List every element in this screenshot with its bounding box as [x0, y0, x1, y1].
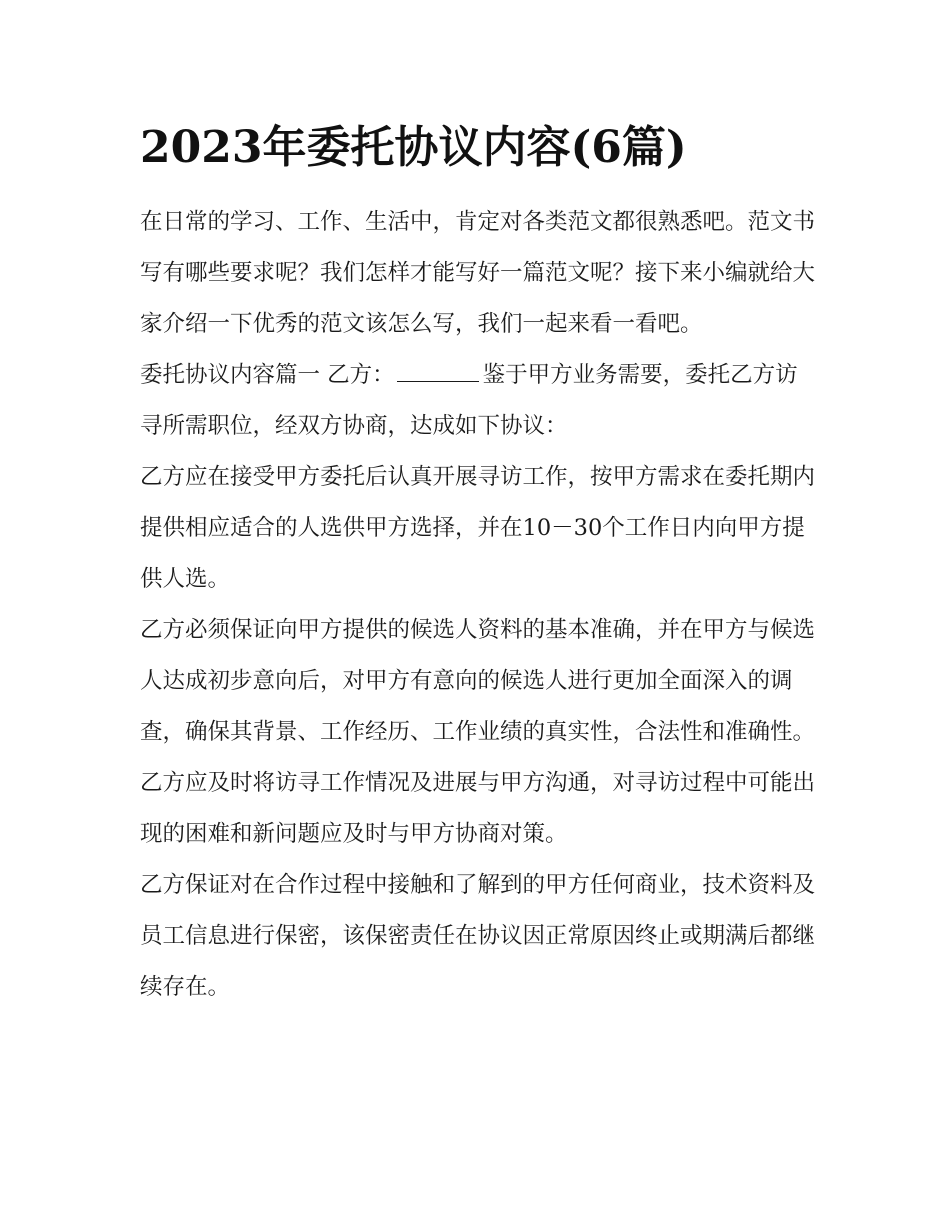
document-body — [140, 197, 815, 1013]
section-heading-suffix: 鉴于甲方业务需要，委托乙方访寻所需职位，经双方协商，达成如下协议： — [140, 362, 798, 439]
party-b-blank-line — [397, 361, 479, 382]
section-heading-prefix: 委托协议内容篇一 乙方： — [140, 362, 395, 388]
section-heading-paragraph — [140, 350, 815, 452]
document-title: 2023年委托协议内容(6篇) — [140, 122, 687, 173]
clause-paragraph: 乙方应在接受甲方委托后认真开展寻访工作，按甲方需求在委托期内提供相应适合的人选供甲方选择，并在10－30个工作日内向甲方提供人选。 — [140, 464, 816, 592]
clause-paragraph: 乙方必须保证向甲方提供的候选人资料的基本准确，并在甲方与候选人达成初步意向后，对甲方有意向的候选人进行更加全面深入的调查，确保其背景、工作经历、工作业绩的真实性，合法性和准确性。 — [140, 617, 816, 745]
intro-paragraph: 在日常的学习、工作、生活中，肯定对各类范文都很熟悉吧。范文书写有哪些要求呢？我们怎样才能写好一篇范文呢？接下来小编就给大家介绍一下优秀的范文该怎么写，我们一起来看一看吧。 — [140, 209, 816, 337]
clause-paragraph: 乙方应及时将访寻工作情况及进展与甲方沟通，对寻访过程中可能出现的困难和新问题应及时与甲方协商对策。 — [140, 770, 816, 847]
clause-paragraph: 乙方保证对在合作过程中接触和了解到的甲方任何商业，技术资料及员工信息进行保密，该保密责任在协议因正常原因终止或期满后都继续存在。 — [140, 872, 816, 1000]
